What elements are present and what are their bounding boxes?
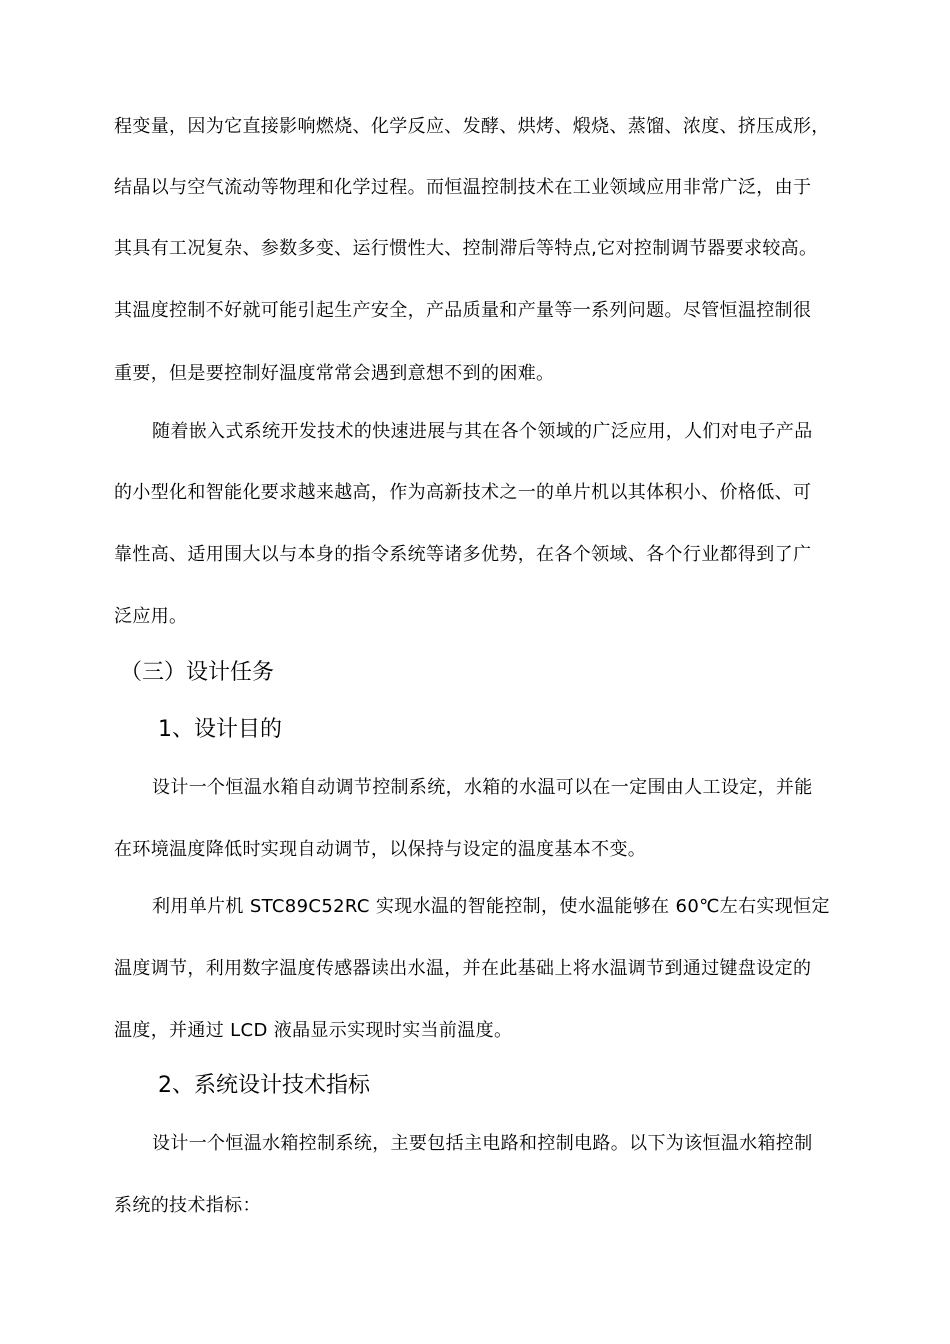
text-line: 温度，并通过 LCD 液晶显示实现时实当前温度。 <box>114 1020 513 1041</box>
text-line: 利用单片机 STC89C52RC 实现水温的智能控制，使水温能够在 60℃左右实现恒定 <box>152 896 830 917</box>
text-line: 设计一个恒温水箱控制系统，主要包括主电路和控制电路。以下为该恒温水箱控制 <box>152 1133 813 1154</box>
section-heading: （三）设计任务 <box>120 660 275 685</box>
text-line: 结晶以与空气流动等物理和化学过程。而恒温控制技术在工业领域应用非常广泛，由于 <box>114 177 812 198</box>
text-line: 系统的技术指标： <box>114 1195 261 1216</box>
text-line: 泛应用。 <box>114 606 188 627</box>
text-line: 随着嵌入式系统开发技术的快速进展与其在各个领域的广泛应用，人们对电子产品 <box>152 421 813 442</box>
text-line: 的小型化和智能化要求越来越高，作为高新技术之一的单片机以其体积小、价格低、可 <box>114 482 812 503</box>
text-line: 程变量，因为它直接影响燃烧、化学反应、发酵、烘烤、煅烧、蒸馏、浓度、挤压成形， <box>114 116 830 137</box>
text-line: 设计一个恒温水箱自动调节控制系统，水箱的水温可以在一定围由人工设定，并能 <box>152 777 813 798</box>
text-line: 其具有工况复杂、参数多变、运行惯性大、控制滞后等特点,它对控制调节器要求较高。 <box>114 238 818 259</box>
text-line: 在环境温度降低时实现自动调节，以保持与设定的温度基本不变。 <box>114 839 647 860</box>
text-line: 靠性高、适用围大以与本身的指令系统等诸多优势，在各个领域、各个行业都得到了广 <box>114 544 812 565</box>
text-line: 重要，但是要控制好温度常常会遇到意想不到的困难。 <box>114 363 555 384</box>
text-line: 温度调节，利用数字温度传感器读出水温，并在此基础上将水温调节到通过键盘设定的 <box>114 958 812 979</box>
subsection-heading: 1、设计目的 <box>158 717 282 742</box>
text-line: 其温度控制不好就可能引起生产安全，产品质量和产量等一系列问题。尽管恒温控制很 <box>114 300 812 321</box>
subsection-heading: 2、系统设计技术指标 <box>158 1073 370 1098</box>
